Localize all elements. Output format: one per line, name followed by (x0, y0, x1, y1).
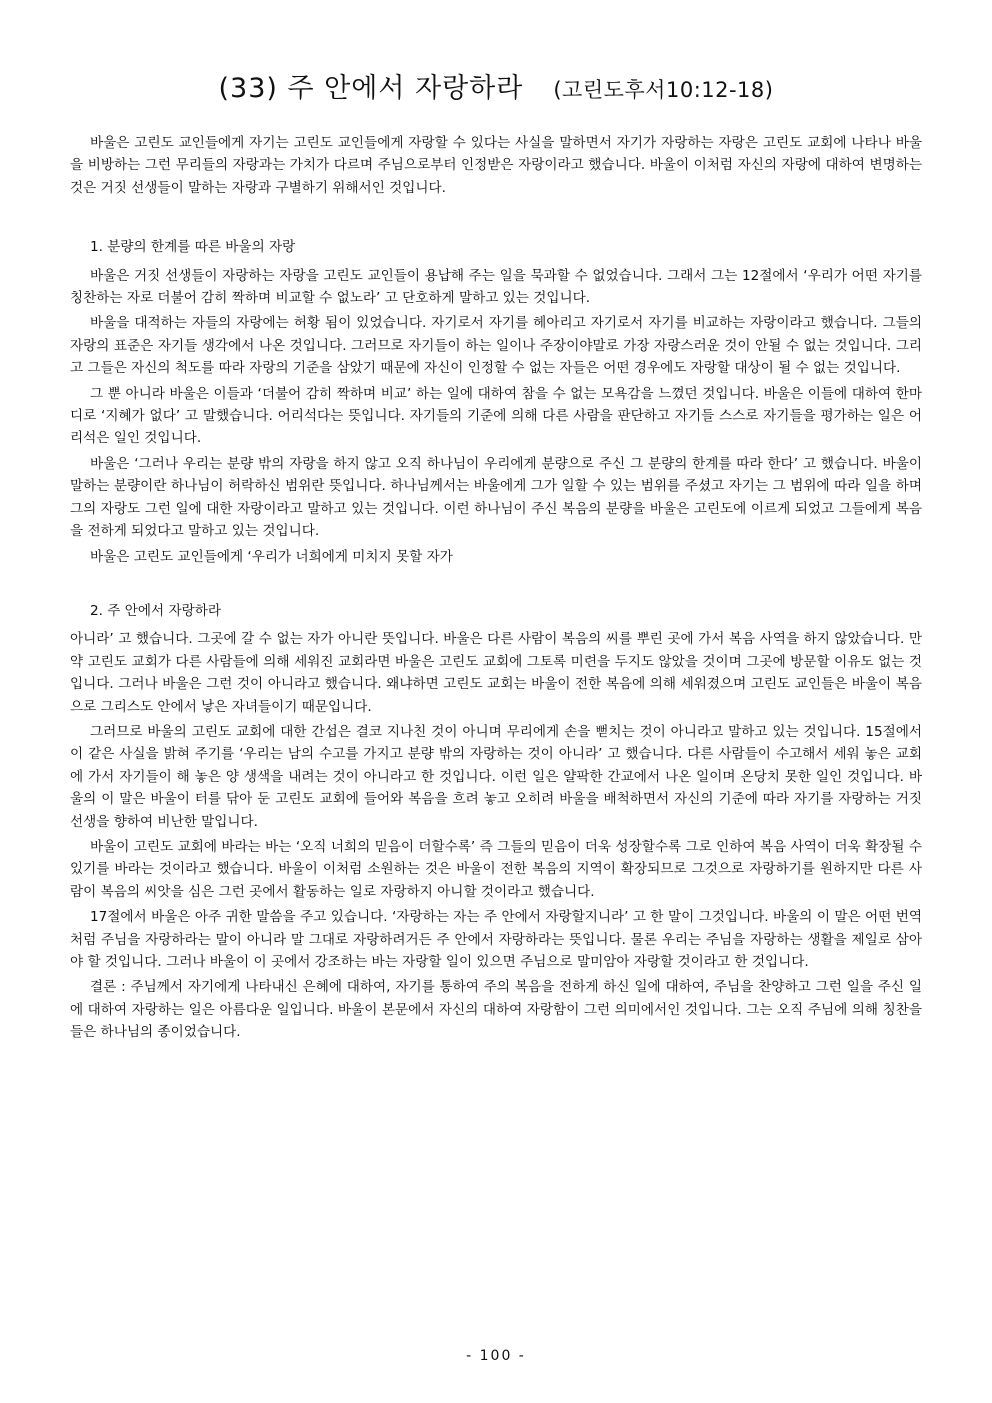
section-2-paragraph: 그러므로 바울의 고린도 교회에 대한 간섭은 결코 지나친 것이 아니며 무리에게 손을 뻗치는 것이 아니라고 말하고 있는 것입니다. 15절에서 이 같은 사실을 밝혀 주기를 ‘우리는 남의 수고를 가지고 분량 밖의 자랑하는 것이 아니라’ 고 했습니다. 다른 사람들이 수고해서 세워 놓은 교회에 가서 자기들이 해 놓은 양 생색을 내려는 것이 아니라고 한 것입니다. 이런 일은 얄팍한 간교에서 나온 일이며 온당치 못한 일인 것입니다. 바울의 이 말은 바울이 터를 닦아 둔 고린도 교회에 들어와 복음을 흐려 놓고 오히려 바울을 배척하면서 자신의 기준에 따라 자기를 자랑하는 거짓 선생을 향하여 비난한 말입니다. (70, 723, 922, 830)
section-2-paragraph: 바울이 고린도 교회에 바라는 바는 ‘오직 너희의 믿음이 더할수록’ 즉 그들의 믿음이 더욱 성장할수록 그로 인하여 복음 사역이 더욱 확장될 수 있기를 바라는 것이라고 했습니다. 바울이 이처럼 소원하는 것은 바울이 전한 복음의 지역이 확장되므로 그것으로 자랑하기를 원하지만 다른 사람이 복음의 씨앗을 심은 그런 곳에서 활동하는 일로 자랑하지 아니할 것이라고 했습니다. (70, 838, 922, 900)
page-number: - 100 - (466, 1348, 526, 1364)
sermon-title (0, 66, 992, 105)
section-2-heading: 2. 주 안에서 자랑하라 (90, 602, 221, 619)
section-1-heading: 1. 분량의 한계를 따른 바울의 자랑 (90, 239, 296, 256)
section-1-paragraph: 그 뿐 아니라 바울은 이들과 ‘더불어 감히 짝하며 비교’ 하는 일에 대하여 참을 수 없는 모욕감을 느꼈던 것입니다. 바울은 이들에 대하여 한마디로 ‘지혜가 없다’ 고 말했습니다. 어리석다는 뜻입니다. 자기들의 기준에 의해 다른 사람을 판단하고 자기들 스스로 자기들을 평가하는 일은 어리석은 일인 것입니다. (70, 385, 922, 447)
document-body (70, 132, 922, 1046)
title-main: (33) 주 안에서 자랑하라 (218, 73, 524, 104)
section-1-paragraph: 바울은 고린도 교인들에게 ‘우리가 너희에게 미치지 못할 자가 (90, 548, 453, 565)
section-2-paragraph: 17절에서 바울은 아주 귀한 말씀을 주고 있습니다. ‘자랑하는 자는 주 안에서 자랑할지니라’ 고 한 말이 그것입니다. 바울의 이 말은 어떤 번역처럼 주님을 자랑하라는 말이 아니라 말 그대로 자랑하려거든 주 안에서 자랑하라는 뜻입니다. 물론 우리는 주님을 자랑하는 생활을 제일로 삼아야 할 것입니다. 그러나 바울이 이 곳에서 강조하는 바는 자랑할 일이 있으면 주님으로 말미암아 자랑할 것이라고 한 것입니다. (70, 909, 922, 970)
section-1-paragraph: 바울은 거짓 선생들이 자랑하는 자랑을 고린도 교인들이 용납해 주는 일을 묵과할 수 없었습니다. 그래서 그는 12절에서 ‘우리가 어떤 자기를 칭찬하는 자로 더불어 감히 짝하며 비교할 수 없노라’ 고 단호하게 말하고 있는 것입니다. (70, 267, 922, 307)
intro-paragraph: 바울은 고린도 교인들에게 자기는 고린도 교인들에게 자랑할 수 있다는 사실을 말하면서 자기가 자랑하는 자랑은 고린도 교회에 나타나 바울을 비방하는 그런 무리들의 자랑과는 가치가 다르며 주님으로부터 인정받은 자랑이라고 했습니다. 바울이 이처럼 자신의 자랑에 대하여 변명하는 것은 거짓 선생들이 말하는 자랑과 구별하기 위해서인 것입니다. (70, 135, 922, 196)
section-1-paragraph: 바울은 ‘그러나 우리는 분량 밖의 자랑을 하지 않고 오직 하나님이 우리에게 분량으로 주신 그 분량의 한계를 따라 한다’ 고 했습니다. 바울이 말하는 분량이란 하나님이 허락하신 범위란 뜻입니다. 하나님께서는 바울에게 그가 일할 수 있는 범위를 주셨고 자기는 그 범위에 따라 일을 하며 그의 자랑도 그런 일에 대한 자랑이라고 말하고 있는 것입니다. 이런 하나님이 주신 복음의 분량을 바울은 고린도에 이르게 되었고 그들에게 복음을 전하게 되었다고 말하고 있는 것입니다. (70, 455, 922, 540)
section-2-paragraph: 아니라’ 고 했습니다. 그곳에 갈 수 없는 자가 아니란 뜻입니다. 바울은 다른 사람이 복음의 씨를 뿌린 곳에 가서 복음 사역을 하지 않았습니다. 만약 고린도 교회가 다른 사람들에 의해 세워진 교회라면 바울은 고린도 교회에 그토록 미련을 두지도 않았을 것이며 그곳에 방문할 이유도 없는 것입니다. 그러나 바울은 그런 것이 아니라고 했습니다. 왜냐하면 고린도 교회는 바울이 전한 복음에 의해 세워졌으며 고린도 교인들은 바울이 복음으로 그리스도 안에서 낳은 자녀들이기 때문입니다. (70, 631, 922, 715)
section-1-paragraph: 바울을 대적하는 자들의 자랑에는 허황 됨이 있었습니다. 자기로서 자기를 헤아리고 자기로서 자기를 비교하는 자랑이라고 했습니다. 그들의 자랑의 표준은 자기들 생각에서 나온 것입니다. 그러므로 자기들이 하는 일이나 주장이야말로 가장 자랑스러운 것이 안될 수 없는 것입니다. 그리고 그들은 자신의 척도를 따라 자랑의 기준을 삼았기 때문에 자신이 인정할 수 없는 자들은 어떤 경우에도 자랑할 대상이 될 수 없는 것입니다. (70, 315, 922, 377)
scripture-reference: (고린도후서10:12-18) (553, 78, 774, 102)
conclusion-paragraph: 결론 : 주님께서 자기에게 나타내신 은혜에 대하여, 자기를 통하여 주의 복음을 전하게 하신 일에 대하여, 주님을 찬양하고 그런 일을 주신 일에 대하여 자랑하는 일은 아름다운 일입니다. 바울이 본문에서 자신의 대하여 자랑함이 그런 의미에서인 것입니다. 그는 오직 주님에 의해 칭찬을 들은 하나님의 종이었습니다. (70, 979, 922, 1041)
